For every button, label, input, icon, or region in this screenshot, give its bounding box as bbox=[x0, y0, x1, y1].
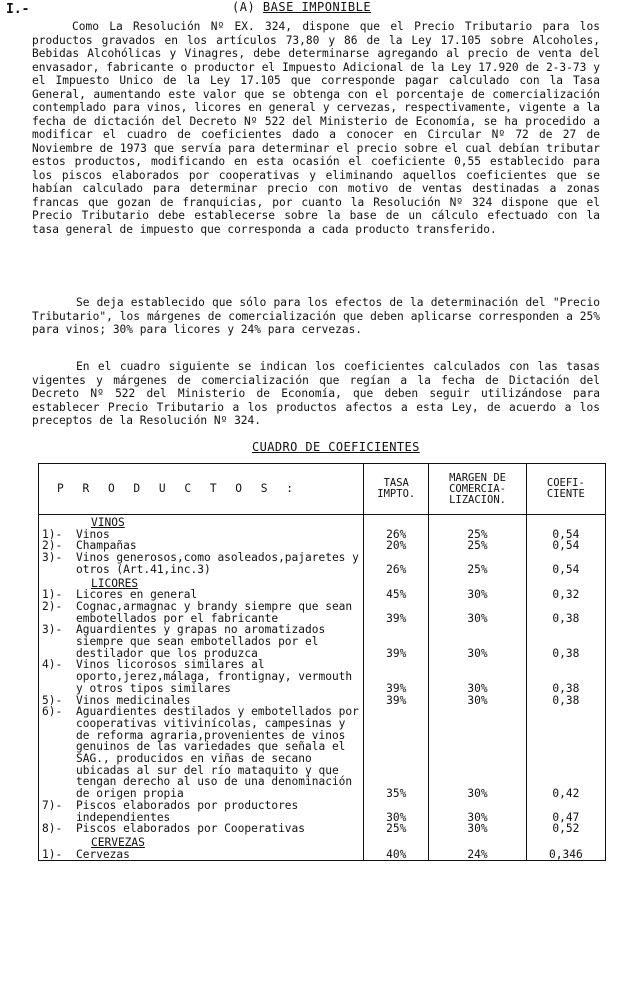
item-number: 1)- bbox=[42, 847, 63, 861]
product-name: Champañas bbox=[76, 539, 137, 553]
product-name: Vinos generosos,como asoleados,pajaretes y otros (Art.41,inc.3) bbox=[76, 551, 359, 576]
tasa-value: 26% bbox=[364, 529, 429, 541]
item-number: 1)- bbox=[42, 527, 63, 541]
tasa-value: 35% bbox=[364, 706, 429, 800]
group-row bbox=[39, 515, 606, 529]
group-name: LICORES bbox=[39, 576, 364, 590]
tasa-value: 39% bbox=[364, 695, 429, 707]
tasa-value: 25% bbox=[364, 823, 429, 835]
product-name: Piscos elaborados por productores independientes bbox=[76, 798, 299, 824]
margen-value: 30% bbox=[429, 800, 526, 823]
product-name: Licores en general bbox=[76, 588, 198, 602]
coefficients-table bbox=[38, 463, 606, 861]
empty-cell bbox=[364, 515, 429, 529]
margen-value: 30% bbox=[429, 601, 526, 624]
paragraph-3: En el cuadro siguiente se indican los coeficientes calculados con las tasas vigentes y márgenes de comercialización que regían a la fecha de Dictación del Decreto Nº 522 del Ministerio de Economía, que deben seguir utilizándose para establecer Precio Tributario a los productos afectos a esta Ley, de acuerdo a los preceptos de la Resolución Nº 324. bbox=[32, 360, 600, 427]
table-row bbox=[39, 624, 606, 659]
item-number: 3)- bbox=[42, 551, 63, 565]
table-row bbox=[39, 552, 606, 575]
group-row bbox=[39, 576, 606, 590]
tasa-value: 39% bbox=[364, 601, 429, 624]
coeficiente-value: 0,54 bbox=[526, 540, 605, 552]
item-number: 8)- bbox=[42, 822, 63, 836]
coeficiente-value: 0,38 bbox=[526, 695, 605, 707]
product-cell bbox=[39, 552, 364, 575]
coeficiente-value: 0,32 bbox=[526, 589, 605, 601]
product-name: Cognac,armagnac y brandy siempre que sean embotellados por el fabricante bbox=[76, 599, 353, 625]
product-name: Piscos elaborados por Cooperativas bbox=[76, 822, 306, 836]
product-name: Vinos medicinales bbox=[76, 693, 191, 707]
tasa-value: 30% bbox=[364, 800, 429, 823]
coeficiente-value: 0,54 bbox=[526, 529, 605, 541]
coeficiente-value: 0,52 bbox=[526, 823, 605, 835]
margen-value: 30% bbox=[429, 624, 526, 659]
product-cell bbox=[39, 624, 364, 659]
product-name: Cervezas bbox=[76, 847, 130, 861]
table-row bbox=[39, 849, 606, 861]
empty-cell bbox=[429, 515, 526, 529]
table-row bbox=[39, 706, 606, 800]
table-row bbox=[39, 823, 606, 835]
item-number: 5)- bbox=[42, 693, 63, 707]
empty-cell bbox=[364, 835, 429, 849]
empty-cell bbox=[526, 576, 605, 590]
tasa-value: 26% bbox=[364, 552, 429, 575]
table-row bbox=[39, 800, 606, 823]
tasa-value: 39% bbox=[364, 659, 429, 694]
margen-value: 30% bbox=[429, 659, 526, 694]
table-title: CUADRO DE COEFICIENTES bbox=[252, 440, 420, 454]
table-body bbox=[39, 515, 606, 861]
margen-value: 25% bbox=[429, 529, 526, 541]
empty-cell bbox=[364, 576, 429, 590]
table-row bbox=[39, 659, 606, 694]
empty-cell bbox=[429, 576, 526, 590]
product-name: Aguardientes destilados y embotellados por cooperativas vitivinícolas, campesinas y de reforma agraria,provenientes de vinos genuinos de las variedades que señala el SAG., producidos en viñas de secano ubicadas al sur del río mataquito y que tengan derecho al uso de una denominación de origen propia bbox=[76, 705, 359, 801]
group-name: CERVEZAS bbox=[39, 835, 364, 849]
coeficiente-value: 0,346 bbox=[526, 849, 605, 861]
item-number: 6)- bbox=[42, 705, 63, 719]
margen-value: 30% bbox=[429, 589, 526, 601]
empty-cell bbox=[429, 835, 526, 849]
margen-value: 25% bbox=[429, 552, 526, 575]
margen-value: 30% bbox=[429, 695, 526, 707]
product-cell bbox=[39, 659, 364, 694]
product-cell bbox=[39, 849, 364, 861]
item-number: 1)- bbox=[42, 588, 63, 602]
coeficiente-value: 0,38 bbox=[526, 659, 605, 694]
header-productos: P R O D U C T O S : bbox=[39, 464, 364, 515]
header-coeficiente: COEFI-CIENTE bbox=[526, 464, 605, 515]
item-number: 4)- bbox=[42, 658, 63, 672]
coeficiente-value: 0,42 bbox=[526, 706, 605, 800]
header-margen: MARGEN DE COMERCIA-LIZACION. bbox=[429, 464, 526, 515]
tasa-value: 40% bbox=[364, 849, 429, 861]
group-row bbox=[39, 835, 606, 849]
heading-title: BASE IMPONIBLE bbox=[262, 0, 372, 14]
tasa-value: 20% bbox=[364, 540, 429, 552]
coeficiente-value: 0,38 bbox=[526, 601, 605, 624]
tasa-value: 39% bbox=[364, 624, 429, 659]
item-number: 2)- bbox=[42, 599, 63, 613]
paragraph-2: Se deja establecido que sólo para los efectos de la determinación del "Precio Tributario", los márgenes de comercialización que deben aplicarse corresponden a 25% para vinos; 30% para licores y 24% para cervezas. bbox=[32, 296, 600, 336]
section-number: I.- bbox=[6, 2, 30, 17]
item-number: 2)- bbox=[42, 539, 63, 553]
product-name: Vinos bbox=[76, 527, 110, 541]
tasa-value: 45% bbox=[364, 589, 429, 601]
product-cell bbox=[39, 601, 364, 624]
table-row bbox=[39, 601, 606, 624]
product-name: Aguardientes y grapas no aromatizados siempre que sean embotellados por el destilador que los produzca bbox=[76, 623, 326, 660]
coeficiente-value: 0,38 bbox=[526, 624, 605, 659]
margen-value: 25% bbox=[429, 540, 526, 552]
coeficiente-value: 0,47 bbox=[526, 800, 605, 823]
section-heading bbox=[232, 0, 371, 14]
empty-cell bbox=[526, 515, 605, 529]
item-number: 3)- bbox=[42, 623, 63, 637]
heading-letter: (A) bbox=[232, 0, 256, 14]
item-number: 7)- bbox=[42, 798, 63, 812]
coeficiente-value: 0,54 bbox=[526, 552, 605, 575]
product-cell bbox=[39, 823, 364, 835]
product-name: Vinos licorosos similares al oporto,jerez,málaga, frontignay, vermouth y otros tipos similares bbox=[76, 658, 353, 695]
empty-cell bbox=[526, 835, 605, 849]
product-cell bbox=[39, 800, 364, 823]
margen-value: 30% bbox=[429, 823, 526, 835]
header-tasa: TASA IMPTO. bbox=[364, 464, 429, 515]
group-name: VINOS bbox=[39, 515, 364, 529]
margen-value: 30% bbox=[429, 706, 526, 800]
paragraph-1: Como La Resolución Nº EX. 324, dispone que el Precio Tributario para los productos gravados en los artículos 73,80 y 86 de la Ley 17.105 sobre Alcoholes, Bebidas Alcohólicas y Vinagres, debe determinarse agregando al precio de venta del envasador, fabricante o productor el Impuesto Adicional de la Ley 17.920 de 2-3-73 y el Impuesto Unico de la Ley 17.105 que corresponde pagar calculado con la Tasa General, aumentando este valor que se obtenga con el porcentaje de comercialización contemplado para vinos, licores en general y cervezas, respectivamente, vigente a la fecha de dictación del Decreto Nº 522 del Ministerio de Economía, se ha procedido a modificar el cuadro de coeficientes dado a conocer en Circular Nº 72 de 27 de Noviembre de 1973 que servía para determinar el precio sobre el cual debían tributar estos productos, modificando en esta ocasión el coeficiente 0,55 establecido para los piscos elaborados por cooperativas y eliminando aquellos coeficientes que se habían calculado para determinar precio con motivo de ventas destinadas a zonas francas que gozan de franquicias, por cuanto la Resolución Nº 324 dispone que el Precio Tributario debe establecerse sobre la base de un cálculo efectuado con la tasa general de impuesto que corresponda a cada producto transferido. bbox=[32, 20, 600, 236]
product-cell bbox=[39, 706, 364, 800]
margen-value: 24% bbox=[429, 849, 526, 861]
